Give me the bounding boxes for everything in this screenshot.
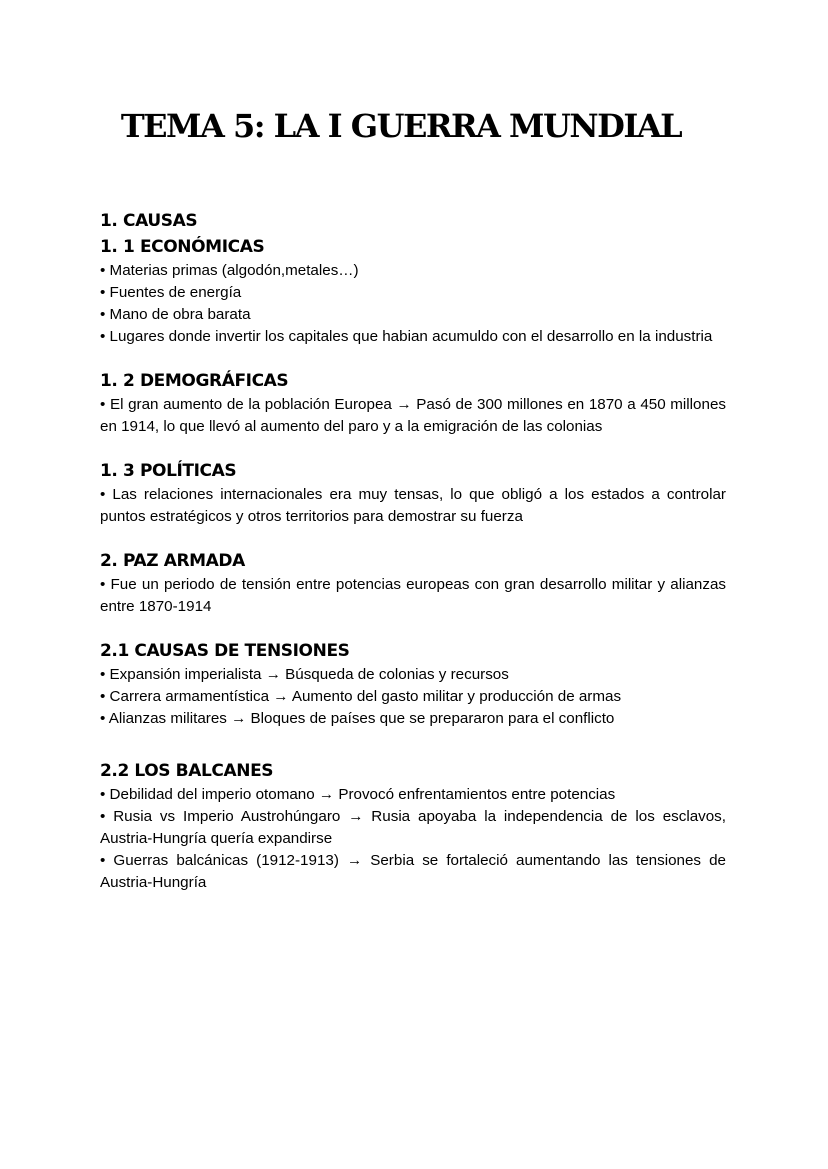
list-item: • Guerras balcánicas (1912-1913) → Serbia se fortaleció aumentando las tensiones de Austria-Hungría — [100, 852, 726, 891]
section-causas — [100, 208, 726, 234]
list-item: • Debilidad del imperio otomano → Provocó enfrentamientos entre potencias — [100, 786, 616, 803]
list-item: • Expansión imperialista → Búsqueda de colonias y recursos — [100, 666, 509, 683]
document-body — [100, 208, 726, 894]
section-heading: 2.1 CAUSAS DE TENSIONES — [100, 641, 350, 661]
bullet-list — [100, 260, 726, 348]
section-causas-tensiones — [100, 638, 726, 730]
section-heading: 1. 1 ECONÓMICAS — [100, 237, 265, 257]
section-economicas — [100, 234, 726, 348]
page-title: TEMA 5: LA I GUERRA MUNDIAL — [120, 107, 682, 145]
list-item: • Alianzas militares → Bloques de países que se prepararon para el conflicto — [100, 710, 615, 727]
section-heading: 2.2 LOS BALCANES — [100, 761, 274, 781]
list-item: • Rusia vs Imperio Austrohúngaro → Rusia apoyaba la independencia de los esclavos, Austria-Hungría quería expandirse — [100, 808, 726, 847]
section-balcanes — [100, 758, 726, 894]
bullet-list — [100, 664, 726, 730]
list-item: • Mano de obra barata — [100, 306, 251, 323]
section-politicas — [100, 458, 726, 528]
list-item: • Fue un periodo de tensión entre potencias europeas con gran desarrollo militar y alianzas entre 1870-1914 — [100, 576, 726, 615]
section-heading: 1. 3 POLÍTICAS — [100, 461, 237, 481]
list-item: • Las relaciones internacionales era muy tensas, lo que obligó a los estados a controlar puntos estratégicos y otros territorios para demostrar su fuerza — [100, 486, 726, 525]
list-item: • Carrera armamentística → Aumento del gasto militar y producción de armas — [100, 688, 622, 705]
section-heading: 1. CAUSAS — [100, 211, 198, 231]
bullet-list — [100, 484, 726, 528]
section-demograficas — [100, 368, 726, 438]
bullet-list — [100, 394, 726, 438]
list-item: • Lugares donde invertir los capitales que habian acumuldo con el desarrollo en la industria — [100, 328, 713, 345]
list-item: • Fuentes de energía — [100, 284, 242, 301]
bullet-list — [100, 574, 726, 618]
section-paz-armada — [100, 548, 726, 618]
list-item: • Materias primas (algodón,metales…) — [100, 262, 359, 279]
bullet-list — [100, 784, 726, 894]
section-heading: 2. PAZ ARMADA — [100, 551, 245, 571]
section-heading: 1. 2 DEMOGRÁFICAS — [100, 371, 289, 391]
list-item: • El gran aumento de la población Europea → Pasó de 300 millones en 1870 a 450 millones en 1914, lo que llevó al aumento del paro y a la emigración de las colonias — [100, 396, 726, 435]
